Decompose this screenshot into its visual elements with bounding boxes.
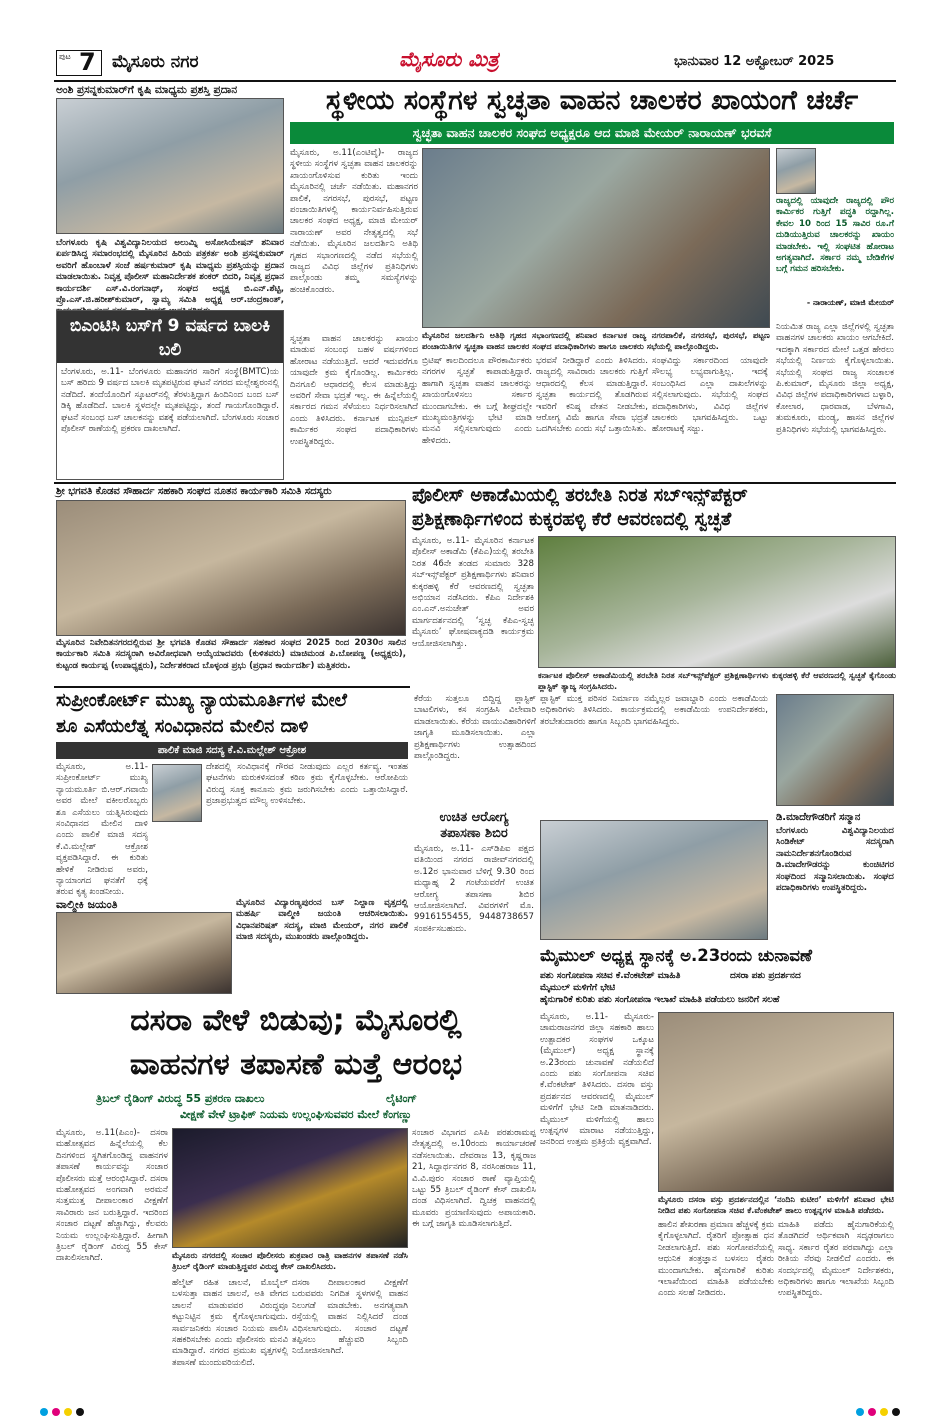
madegowda-headline: ಡಿ.ಮಾದೇಗೌಡರಿಗೆ ಸನ್ಮಾನ xyxy=(776,812,861,823)
health-headline-2: ತಪಾಸಣಾ ಶಿಬಿರ xyxy=(440,826,508,841)
cleaning-headline: ಸ್ಥಳೀಯ ಸಂಸ್ಥೆಗಳ ಸ್ವಚ್ಛತಾ ವಾಹನ ಚಾಲಕರ ಖಾಯಂಗೆ ಚರ್ಚೆ xyxy=(325,85,859,116)
cleaning-col3: ಬ್ರಿಟಿಷ್ ಕಾಲದಿಂದಲೂ ಪೌರಕಾರ್ಮಿಕರು ನಗರಗಳ ಸ್ವಚ್ಛತೆ ಕಾಪಾಡುತ್ತಿದ್ದಾರೆ. ಹಾಗಾಗಿ ಸ್ವಚ್ಛತಾ ವಾಹನ ಚಾಲಕರನ್ನು ಖಾಯಂಗೊಳಿಸಲು ಸರ್ಕಾರ ಮುಂದಾಗಬೇಕು. ಈ ಬಗ್ಗೆ ಶೀಘ್ರದಲ್ಲೇ ಮುಖ್ಯಮಂತ್ರಿಗಳನ್ನು ಭೇಟಿ ಮಾಡಿ ಮನವಿ ಸಲ್ಲಿಸಲಾಗುವುದು ಎಂದು ಹೇಳಿದರು. xyxy=(422,356,532,446)
police-body-2: ಕೆರೆಯ ಸುತ್ತಲೂ ಬಿದ್ದಿದ್ದ ಪ್ಲಾಸ್ಟಿಕ್ ಬಾಟಲಿಗಳು, ಕಸ ಸಂಗ್ರಹಿಸಿ ವಿಲೇವಾರಿ ಮಾಡಲಾಯಿತು. ಕೆರೆಯ ವಾಯುವಿಹಾರಿಗಳಿಗೆ ಜಾಗೃತಿ ಮೂಡಿಸಲಾಯಿತು. ಎಲ್ಲಾ ಪ್ರಶಿಕ್ಷಣಾರ್ಥಿಗಳು ಉತ್ಸಾಹದಿಂದ ಪಾಲ್ಗೊಂಡಿದ್ದರು. xyxy=(414,694,536,762)
cleaning-side-text: ನಿಯಮಿತ ರಾಜ್ಯ ಎಲ್ಲಾ ಜಿಲ್ಲೆಗಳಲ್ಲಿ ಸ್ವಚ್ಛತಾ ವಾಹನಗಳ ಚಾಲಕರು ಖಾಯಂ ಆಗಬೇಕಿದೆ. ಇದಕ್ಕಾಗಿ ಸರ್ಕಾರದ ಮೇಲೆ ಒತ್ತಡ ಹೇರಲು ಸಭೆಯಲ್ಲಿ ನಿರ್ಣಯ ಕೈಗೊಳ್ಳಲಾಯಿತು. ಸಭೆಯಲ್ಲಿ ಸಂಘದ ರಾಜ್ಯ ಸಂಚಾಲಕ ಪಿ.ಕುಮಾರ್, ಮೈಸೂರು ಜಿಲ್ಲಾ ಅಧ್ಯಕ್ಷ, ವಿವಿಧ ಜಿಲ್ಲೆಗಳ ಪದಾಧಿಕಾರಿಗಳಾದ ಬಳ್ಳಾರಿ, ಕೋಲಾರ, ಧಾರವಾಡ, ಬೆಳಗಾವಿ, ತುಮಕೂರು, ಮಂಡ್ಯ, ಹಾಸನ ಜಿಲ್ಲೆಗಳ ಪ್ರತಿನಿಧಿಗಳು ಸಭೆಯಲ್ಲಿ ಭಾಗವಹಿಸಿದ್ದರು. xyxy=(776,322,894,435)
dasara-col3: ಹೆಲ್ಮೆಟ್ ರಹಿತ ಚಾಲನೆ, ಮೊಬೈಲ್ ಬಳಸುತ್ತಾ ವಾಹನ ಚಾಲನೆ, ಅತಿ ವೇಗದ ಚಾಲನೆ ಮಾಡುವವರ ವಿರುದ್ಧವೂ ಕಟ್ಟುನಿಟ್ಟಿನ ಕ್ರಮ ಕೈಗೊಳ್ಳಲಾಗುವುದು. ಸಾರ್ವಜನಿಕರು ಸಂಚಾರ ನಿಯಮ ಪಾಲಿಸಿ ಸಹಕರಿಸಬೇಕು ಎಂದು ಪೊಲೀಸರು ಮನವಿ ಮಾಡಿದ್ದಾರೆ. ನಗರದ ಪ್ರಮುಖ ವೃತ್ತಗಳಲ್ಲಿ ತಪಾಸಣೆ ಮುಂದುವರಿಯಲಿದೆ. xyxy=(172,1278,288,1368)
quote-author: - ನಾರಾಯಣ್, ಮಾಜಿ ಮೇಯರ್ xyxy=(806,298,894,307)
mymul-col2: ಹಾಲಿನ ಶೇಖರಣಾ ಪ್ರಮಾಣ ಹೆಚ್ಚಳಕ್ಕೆ ಕ್ರಮ ಕೈಗೊಳ್ಳಲಾಗಿದೆ. ರೈತರಿಗೆ ಪ್ರೋತ್ಸಾಹ ಧನ ನೀಡಲಾಗುತ್ತಿದೆ. ಪಶು ಸಂಗೋಪನೆಯಲ್ಲಿ ಆಧುನಿಕ ತಂತ್ರಜ್ಞಾನ ಬಳಸಲು ರೈತರು ಮುಂದಾಗಬೇಕು. ಹೈನುಗಾರಿಕೆ ಕುರಿತು ಇಲಾಖೆಯಿಂದ ಮಾಹಿತಿ ಪಡೆಯಬೇಕು ಎಂದು ಸಲಹೆ ನೀಡಿದರು. xyxy=(658,1220,774,1299)
bmtc-body: ಬೆಂಗಳೂರು, ಅ.11- ಬೆಂಗಳೂರು ಮಹಾನಗರ ಸಾರಿಗೆ ಸಂಸ್ಥೆ(BMTC)ಯ ಬಸ್ ಹರಿದು 9 ವರ್ಷದ ಬಾಲಕಿ ಮೃತಪಟ್ಟಿರುವ ಘಟನೆ ನಗರದ ಮಲ್ಲೇಶ್ವರಂನಲ್ಲಿ ನಡೆದಿದೆ. ತಂದೆಯೊಂದಿಗೆ ಸ್ಕೂಟರ್‌ನಲ್ಲಿ ತೆರಳುತ್ತಿದ್ದಾಗ ಹಿಂದಿನಿಂದ ಬಂದ ಬಸ್ ಡಿಕ್ಕಿ ಹೊಡೆದಿದೆ. ಬಾಲಕಿ ಸ್ಥಳದಲ್ಲೇ ಮೃತಪಟ್ಟಿದ್ದು, ತಂದೆ ಗಾಯಗೊಂಡಿದ್ದಾರೆ. ಘಟನೆ ಸಂಬಂಧ ಬಸ್ ಚಾಲಕನನ್ನು ವಶಕ್ಕೆ ಪಡೆಯಲಾಗಿದೆ. ಬೆಂಗಳೂರು ಸಂಚಾರ ಪೊಲೀಸ್ ಠಾಣೆಯಲ್ಲಿ ಪ್ರಕರಣ ದಾಖಲಾಗಿದೆ. xyxy=(61,367,279,435)
dasara-headline-1: ದಸರಾ ವೇಳೆ ಬಿಡುವು; ಮೈಸೂರಲ್ಲಿ xyxy=(130,1003,462,1038)
dasara-headline-2: ವಾಹನಗಳ ತಪಾಸಣೆ ಮತ್ತೆ ಆರಂಭ xyxy=(129,1047,463,1082)
cleaning-subhead: ಸ್ವಚ್ಛತಾ ವಾಹನ ಚಾಲಕರ ಸಂಘದ ಅಧ್ಯಕ್ಷರೂ ಆದ ಮಾಜಿ ಮೇಯರ್ ನಾರಾಯಣ್ ಭರವಸೆ xyxy=(290,122,894,144)
bmtc-box xyxy=(56,310,284,480)
supreme-body-2: ದೇಶದಲ್ಲಿ ಸಂವಿಧಾನಕ್ಕೆ ಗೌರವ ನೀಡುವುದು ಎಲ್ಲರ ಕರ್ತವ್ಯ. ಇಂತಹ ಘಟನೆಗಳು ಮರುಕಳಿಸದಂತೆ ಕಠಿಣ ಕ್ರಮ ಕೈಗೊಳ್ಳಬೇಕು. ಆರೋಪಿಯ ವಿರುದ್ಧ ಸೂಕ್ತ ಕಾನೂನು ಕ್ರಮ ಜರುಗಿಸಬೇಕು ಎಂದು ಒತ್ತಾಯಿಸಿದ್ದಾರೆ. ಪ್ರಜಾಪ್ರಭುತ್ವದ ಮೌಲ್ಯ ಉಳಿಸಬೇಕು. xyxy=(206,762,408,807)
police-headline-1: ಪೊಲೀಸ್ ಅಕಾಡೆಮಿಯಲ್ಲಿ ತರಬೇತಿ ನಿರತ ಸಬ್‌ಇನ್ಸ್‌ಪೆಕ್ಟರ್ xyxy=(412,485,748,506)
cleaning-photo xyxy=(422,148,770,328)
page-label: ಪುಟ xyxy=(59,52,71,61)
section-name: ಮೈಸೂರು ನಗರ xyxy=(112,52,199,72)
police-photo xyxy=(538,536,896,668)
health-body: ಮೈಸೂರು, ಅ.11- ಎಸ್‌ಡಿಪಿಐ ಪಕ್ಷದ ವತಿಯಿಂದ ನಗರದ ರಾಜೀವ್‌ನಗರದಲ್ಲಿ ಅ.12ರ ಭಾನುವಾರ ಬೆಳಿಗ್ಗೆ 9.30 ರಿಂದ ಮಧ್ಯಾಹ್ನ 2 ಗಂಟೆಯವರೆಗೆ ಉಚಿತ ಆರೋಗ್ಯ ತಪಾಸಣಾ ಶಿಬಿರ ಆಯೋಜಿಸಲಾಗಿದೆ. ವಿವರಗಳಿಗೆ ಮೊ. 9916155455, 9448738657 ಸಂಪರ್ಕಿಸಬಹುದು. xyxy=(414,844,534,934)
police-body-3: ಪ್ಲಾಸ್ಟಿಕ್ ಮುಕ್ತ ಪರಿಸರ ನಿರ್ಮಾಣ ನಮ್ಮೆಲ್ಲರ ಜವಾಬ್ದಾರಿ ಎಂದು ಅಕಾಡೆಮಿಯ ಅಧಿಕಾರಿಗಳು ತಿಳಿಸಿದರು. ಕಾರ್ಯಕ್ರಮದಲ್ಲಿ ಅಕಾಡೆಮಿಯ ಉಪನಿರ್ದೇಶಕರು, ತರಬೇತುದಾರರು ಹಾಗೂ ಸಿಬ್ಬಂದಿ ಭಾಗವಹಿಸಿದ್ದರು. xyxy=(540,694,768,727)
masthead-logo: ಮೈಸೂರು ಮಿತ್ರ xyxy=(399,47,499,71)
dasara-sub1: ತ್ರಿಬಲ್ ರೈಡಿಂಗ್ ವಿರುದ್ಧ 55 ಪ್ರಕರಣ ದಾಖಲು xyxy=(96,1092,265,1105)
award-photo xyxy=(56,98,284,234)
magenta-dot xyxy=(868,1408,876,1416)
quote-portrait xyxy=(776,148,816,194)
police-body: ಮೈಸೂರು, ಅ.11- ಮೈಸೂರಿನ ಕರ್ನಾಟಕ ಪೊಲೀಸ್ ಅಕಾಡೆಮಿ (ಕೆಪಿಎ)ಯಲ್ಲಿ ತರಬೇತಿ ನಿರತ 46ನೇ ತಂಡದ ಸುಮಾರು 328 ಸಬ್‌ಇನ್ಸ್‌ಪೆಕ್ಟರ್ ಪ್ರಶಿಕ್ಷಣಾರ್ಥಿಗಳು ಶನಿವಾರ ಕುಕ್ಕರಹಳ್ಳಿ ಕೆರೆ ಆವರಣದಲ್ಲಿ ಸ್ವಚ್ಛತಾ ಅಭಿಯಾನ ನಡೆಸಿದರು. ಕೆಪಿಎ ನಿರ್ದೇಶಕಿ ಎಂ.ಎನ್.ಅನುಚೇತ್ ಅವರ ಮಾರ್ಗದರ್ಶನದಲ್ಲಿ ‘ಸ್ವಚ್ಛ ಕೆಪಿಎ-ಸ್ವಚ್ಛ ಮೈಸೂರು’ ಘೋಷವಾಕ್ಯದಡಿ ಕಾರ್ಯಕ್ರಮ ಆಯೋಜಿಸಲಾಗಿತ್ತು. xyxy=(412,536,534,649)
cleaning-col4: ಭರವಸೆ ನೀಡಿದ್ದಾರೆ ಎಂದು ತಿಳಿಸಿದರು. ರಾಜ್ಯದಲ್ಲಿ ಸಾವಿರಾರು ಚಾಲಕರು ಗುತ್ತಿಗೆ ಆಧಾರದಲ್ಲಿ ಕೆಲಸ ಮಾಡುತ್ತಿದ್ದಾರೆ. ಸ್ವಚ್ಛತಾ ಕಾರ್ಯದಲ್ಲಿ ತೊಡಗಿರುವ ಇವರಿಗೆ ಕನಿಷ್ಠ ವೇತನ ನೀಡಬೇಕು, ಆರೋಗ್ಯ ವಿಮೆ ಹಾಗೂ ಸೇವಾ ಭದ್ರತೆ ಒದಗಿಸಬೇಕು ಎಂದು ಸಭೆ ಒತ್ತಾಯಿಸಿತು. xyxy=(536,356,648,435)
cleaning-quote-box xyxy=(776,148,894,316)
police-photo-caption: ಕರ್ನಾಟಕ ಪೊಲೀಸ್ ಅಕಾಡೆಮಿಯಲ್ಲಿ ತರಬೇತಿ ನಿರತ ಸಬ್‌ಇನ್ಸ್‌ಪೆಕ್ಟರ್ ಪ್ರಶಿಕ್ಷಣಾರ್ಥಿಗಳು ಕುಕ್ಕರಹಳ್ಳಿ ಕೆರೆ ಆವರಣದಲ್ಲಿ ಸ್ವಚ್ಛತೆ ಕೈಗೊಂಡು ಪ್ಲಾಸ್ಟಿಕ್ ತ್ಯಾಜ್ಯ ಸಂಗ್ರಹಿಸಿದರು. xyxy=(538,670,896,691)
page-header xyxy=(54,46,896,80)
mymul-bullets xyxy=(540,970,894,1008)
madegowda-body: ಬೆಂಗಳೂರು ವಿಶ್ವವಿದ್ಯಾನಿಲಯದ ಸಿಂಡಿಕೇಟ್ ಸದಸ್ಯರಾಗಿ ನಾಮನಿರ್ದೇಶನಗೊಂಡಿರುವ ಡಿ.ಮಾದೇಗೌಡರನ್ನು ಕುಂಚಿಟಿಗರ ಸಂಘದಿಂದ ಸನ್ಮಾನಿಸಲಾಯಿತು. ಸಂಘದ ಪದಾಧಿಕಾರಿಗಳು ಉಪಸ್ಥಿತರಿದ್ದರು. xyxy=(776,826,894,894)
valmiki-photo xyxy=(56,912,232,994)
cleaning-col1: ಮೈಸೂರು, ಅ.11(ಎಂಟಿವೈ)- ರಾಜ್ಯದ ಸ್ಥಳೀಯ ಸಂಸ್ಥೆಗಳ ಸ್ವಚ್ಛತಾ ವಾಹನ ಚಾಲಕರನ್ನು ಖಾಯಂಗೊಳಿಸುವ ಕುರಿತು ಇಂದು ಮೈಸೂರಿನಲ್ಲಿ ಚರ್ಚೆ ನಡೆಯಿತು. ಮಹಾನಗರ ಪಾಲಿಕೆ, ನಗರಸಭೆ, ಪುರಸಭೆ, ಪಟ್ಟಣ ಪಂಚಾಯಿತಿಗಳಲ್ಲಿ ಕಾರ್ಯನಿರ್ವಹಿಸುತ್ತಿರುವ ಚಾಲಕರ ಸಂಘದ ಅಧ್ಯಕ್ಷ, ಮಾಜಿ ಮೇಯರ್ ನಾರಾಯಣ್ ಅವರ ನೇತೃತ್ವದಲ್ಲಿ ಸಭೆ ನಡೆಯಿತು. ಮೈಸೂರಿನ ಜಲದರ್ಶಿನಿ ಅತಿಥಿ ಗೃಹದ ಸಭಾಂಗಣದಲ್ಲಿ ನಡೆದ ಸಭೆಯಲ್ಲಿ ರಾಜ್ಯದ ವಿವಿಧ ಜಿಲ್ಲೆಗಳ ಪ್ರತಿನಿಧಿಗಳು ಪಾಲ್ಗೊಂಡು ತಮ್ಮ ಸಮಸ್ಯೆಗಳನ್ನು ಹಂಚಿಕೊಂಡರು. xyxy=(290,148,418,295)
dasara-photo xyxy=(172,1128,408,1248)
cleaning-photo-caption: ಮೈಸೂರಿನ ಜಲದರ್ಶಿನಿ ಅತಿಥಿ ಗೃಹದ ಸಭಾಂಗಣದಲ್ಲಿ ಶನಿವಾರ ಕರ್ನಾಟಕ ರಾಜ್ಯ ನಗರಪಾಲಿಕೆ, ನಗರಸಭೆ, ಪುರಸಭೆ, ಪಟ್ಟಣ ಪಂಚಾಯಿತಿಗಳ ಸ್ವಚ್ಛತಾ ವಾಹನ ಚಾಲಕರ ಸಂಘದ ಪದಾಧಿಕಾರಿಗಳು ಹಾಗೂ ಚಾಲಕರು ಸಭೆಯಲ್ಲಿ ಪಾಲ್ಗೊಂಡಿದ್ದರು. xyxy=(422,330,770,351)
award-caption: ಬೆಂಗಳೂರು ಕೃಷಿ ವಿಶ್ವವಿದ್ಯಾನಿಲಯದ ಅಲುಮ್ನಿ ಅಸೋಸಿಯೇಷನ್ ಶನಿವಾರ ಏರ್ಪಡಿಸಿದ್ದ ಸಮಾರಂಭದಲ್ಲಿ ಮೈಸೂರಿನ ಹಿರಿಯ ಪತ್ರಕರ್ತ ಅಂಶಿ ಪ್ರಸನ್ನಕುಮಾರ್ ಅವರಿಗೆ ಹೊಂಬಾಳೆ ಸಂಜೆ ಹರ್ಷಕುಮಾರ್ ಕೃಷಿ ಮಾಧ್ಯಮ ಪ್ರಶಸ್ತಿಯನ್ನು ಪ್ರದಾನ ಮಾಡಲಾಯಿತು. ನಿವೃತ್ತ ಪೊಲೀಸ್ ಮಹಾನಿರ್ದೇಶಕ ಶಂಕರ್ ಬಿದರಿ, ನಿವೃತ್ತ ಪ್ರಧಾನ ಕಾರ್ಯದರ್ಶಿ ಎಸ್.ವಿ.ರಂಗನಾಥ್, ಸಂಘದ ಅಧ್ಯಕ್ಷ ಬಿ.ಎನ್.ಶೆಟ್ಟಿ, ಪ್ರೊ.ಎಸ್.ಜಿ.ಹರೀಶ್‌ಕುಮಾರ್, ಸ್ವಾಮ್ಯ ಸಮಿತಿ ಅಧ್ಯಕ್ಷ ಆರ್.ಚಂದ್ರಕಾಂತ್, xyxy=(56,238,284,306)
mallesh-photo xyxy=(152,764,202,822)
dasara-sub1b: ಲೈಟಿಂಗ್ xyxy=(386,1092,417,1105)
coop-photo xyxy=(56,500,406,636)
page-number: 7 xyxy=(79,48,96,76)
valmiki-headline: ವಾಲ್ಮೀಕಿ ಜಯಂತಿ xyxy=(56,898,118,911)
dasara-col2: ಸಂಚಾರ ವಿಭಾಗದ ಎಸಿಪಿ ಪರಶುರಾಮಪ್ಪ ನೇತೃತ್ವದಲ್ಲಿ ಅ.10ರಂದು ಕಾರ್ಯಾಚರಣೆ ನಡೆಸಲಾಯಿತು. ದೇವರಾಜ 13, ಕೃಷ್ಣರಾಜ 21, ಸಿದ್ದಾರ್ಥನಗರ 8, ನರಸಿಂಹರಾಜ 11, ವಿ.ವಿ.ಪುರಂ ಸಂಚಾರ ಠಾಣೆ ವ್ಯಾಪ್ತಿಯಲ್ಲಿ ಒಟ್ಟು 55 ತ್ರಿಬಲ್ ರೈಡಿಂಗ್ ಕೇಸ್ ದಾಖಲಿಸಿ ದಂಡ ವಿಧಿಸಲಾಗಿದೆ. ದ್ವಿಚಕ್ರ ವಾಹನದಲ್ಲಿ ಮೂವರು ಪ್ರಯಾಣಿಸುವುದು ಅಪಾಯಕಾರಿ. ಈ ಬಗ್ಗೆ ಜಾಗೃತಿ ಮೂಡಿಸಲಾಗುತ್ತಿದೆ. xyxy=(412,1128,536,1230)
health-photo xyxy=(540,820,768,940)
supreme-headline-2: ಶೂ ಎಸೆಯಲೆತ್ನ ಸಂವಿಧಾನದ ಮೇಲಿನ ದಾಳಿ xyxy=(56,716,309,737)
cleaning-col5: ಸಂಘವಿದ್ದು ಸರ್ಕಾರದಿಂದ ಯಾವುದೇ ಸೌಲಭ್ಯ ಲಭ್ಯವಾಗುತ್ತಿಲ್ಲ. ಇದಕ್ಕೆ ಸಂಬಂಧಿಸಿದ ಎಲ್ಲಾ ದಾಖಲೆಗಳನ್ನು ಸಲ್ಲಿಸಲಾಗುವುದು. ಸಭೆಯಲ್ಲಿ ಸಂಘದ ಪದಾಧಿಕಾರಿಗಳು, ವಿವಿಧ ಜಿಲ್ಲೆಗಳ ಚಾಲಕರು ಭಾಗವಹಿಸಿದ್ದರು. ಒಟ್ಟು ಹೋರಾಟಕ್ಕೆ ಸಜ್ಜು. xyxy=(652,356,768,435)
registration-marks-left xyxy=(40,1408,100,1418)
supreme-headline-1: ಸುಪ್ರೀಂಕೋರ್ಟ್ ಮುಖ್ಯ ನ್ಯಾಯಮೂರ್ತಿಗಳ ಮೇಲೆ xyxy=(56,690,347,711)
madegowda-side-photo xyxy=(776,694,894,806)
award-headline: ಅಂಶಿ ಪ್ರಸನ್ನಕುಮಾರ್‌ಗೆ ಕೃಷಿ ಮಾಧ್ಯಮ ಪ್ರಶಸ್ತಿ ಪ್ರದಾನ xyxy=(56,84,238,96)
mymul-col1: ಮೈಸೂರು, ಅ.11- ಮೈಸೂರು-ಚಾಮರಾಜನಗರ ಜಿಲ್ಲಾ ಸಹಕಾರಿ ಹಾಲು ಉತ್ಪಾದಕರ ಸಂಘಗಳ ಒಕ್ಕೂಟ (ಮೈಮುಲ್) ಅಧ್ಯಕ್ಷ ಸ್ಥಾನಕ್ಕೆ ಅ.23ರಂದು ಚುನಾವಣೆ ನಡೆಯಲಿದೆ ಎಂದು ಪಶು ಸಂಗೋಪನಾ ಸಚಿವ ಕೆ.ವೆಂಕಟೇಶ್ ತಿಳಿಸಿದರು. ದಸರಾ ವಸ್ತು ಪ್ರದರ್ಶನದ ಆವರಣದಲ್ಲಿ ಮೈಮುಲ್ ಮಳಿಗೆಗೆ ಭೇಟಿ ನೀಡಿ ಮಾತನಾಡಿದರು. ಮೈಮುಲ್ ಮಳಿಗೆಯಲ್ಲಿ ಹಾಲು ಉತ್ಪನ್ನಗಳ ಮಾರಾಟ ನಡೆಯುತ್ತಿದ್ದು, ಜನರಿಂದ ಉತ್ತಮ ಪ್ರತಿಕ್ರಿಯೆ ವ್ಯಕ್ತವಾಗಿದೆ. xyxy=(540,1012,654,1148)
bmtc-headline: ಬಿಎಂಟಿಸಿ ಬಸ್‌ಗೆ 9 ವರ್ಷದ ಬಾಲಕಿ ಬಲಿ xyxy=(57,311,283,363)
black-dot xyxy=(76,1408,84,1416)
dasara-sub1-bar xyxy=(56,1092,536,1108)
mymul-bullet-3: ಮೈಮುಲ್ ಮಳಿಗೆಗೆ ಭೇಟಿ xyxy=(540,983,616,993)
dasara-photo-caption: ಮೈಸೂರು ನಗರದಲ್ಲಿ ಸಂಚಾರ ಪೊಲೀಸರು ಶುಕ್ರವಾರ ರಾತ್ರಿ ವಾಹನಗಳ ತಪಾಸಣೆ ನಡೆಸಿ ತ್ರಿಬಲ್ ರೈಡಿಂಗ್ ಮಾಡುತ್ತಿದ್ದವರ ವಿರುದ್ಧ ಕೇಸ್ ದಾಖಲಿಸಿದರು. xyxy=(172,1250,408,1271)
mymul-col3: ಮಾಹಿತಿ ಪಡೆದು ಹೈನುಗಾರಿಕೆಯಲ್ಲಿ ತೊಡಗಿದರೆ ಆರ್ಥಿಕವಾಗಿ ಸದೃಢರಾಗಲು ಸಾಧ್ಯ. ಸರ್ಕಾರ ರೈತರ ಪರವಾಗಿದ್ದು ಎಲ್ಲಾ ರೀತಿಯ ನೆರವು ನೀಡಲಿದೆ ಎಂದರು. ಈ ಸಂದರ್ಭದಲ್ಲಿ ಮೈಮುಲ್ ನಿರ್ದೇಶಕರು, ಅಧಿಕಾರಿಗಳು ಹಾಗೂ ಇಲಾಖೆಯ ಸಿಬ್ಬಂದಿ ಉಪಸ್ಥಿತರಿದ್ದರು. xyxy=(778,1220,894,1299)
cyan-dot xyxy=(856,1408,864,1416)
magenta-dot xyxy=(52,1408,60,1416)
page-number-box xyxy=(56,50,102,76)
dasara-sub2: ವೀಕ್ಷಣೆ ವೇಳೆ ಟ್ರಾಫಿಕ್ ನಿಯಮ ಉಲ್ಲಂಘಿಸುವವರ ಮೇಲೆ ಕೆಂಗಣ್ಣು xyxy=(180,1108,412,1121)
supreme-body: ಮೈಸೂರು, ಅ.11- ಸುಪ್ರೀಂಕೋರ್ಟ್ ಮುಖ್ಯ ನ್ಯಾಯಮೂರ್ತಿ ಬಿ.ಆರ್.ಗವಾಯಿ ಅವರ ಮೇಲೆ ವಕೀಲರೊಬ್ಬರು ಶೂ ಎಸೆಯಲು ಯತ್ನಿಸಿರುವುದು ಸಂವಿಧಾನದ ಮೇಲಿನ ದಾಳಿ ಎಂದು ಪಾಲಿಕೆ ಮಾಜಿ ಸದಸ್ಯ ಕೆ.ವಿ.ಮಲ್ಲೇಶ್ ಆಕ್ರೋಶ ವ್ಯಕ್ತಪಡಿಸಿದ್ದಾರೆ. ಈ ಕುರಿತು ಹೇಳಿಕೆ ನೀಡಿರುವ ಅವರು, ನ್ಯಾಯಾಂಗದ ಘನತೆಗೆ ಧಕ್ಕೆ ತರುವ ಕೃತ್ಯ ಖಂಡನೀಯ. xyxy=(56,762,148,898)
cyan-dot xyxy=(40,1408,48,1416)
mymul-bullet-1: ಪಶು ಸಂಗೋಪನಾ ಸಚಿವ ಕೆ.ವೆಂಕಟೇಶ್ ಮಾಹಿತಿ xyxy=(540,971,681,981)
coop-headline: ಶ್ರೀ ಭಗವತಿ ಕೊಡವ ಸೌಹಾರ್ದ ಸಹಕಾರಿ ಸಂಘದ ನೂತನ ಕಾರ್ಯಕಾರಿ ಸಮಿತಿ ಸದಸ್ಯರು xyxy=(56,486,332,497)
mymul-bullet-2: ದಸರಾ ಪಶು ಪ್ರದರ್ಶನದ xyxy=(730,971,801,981)
registration-marks-right xyxy=(856,1408,916,1418)
valmiki-caption: ಮೈಸೂರಿನ ವಿದ್ಯಾರಣ್ಯಪುರಂನ ಬಸ್ ನಿಲ್ದಾಣ ವೃತ್ತದಲ್ಲಿ ಮಹರ್ಷಿ ವಾಲ್ಮೀಕಿ ಜಯಂತಿ ಆಚರಿಸಲಾಯಿತು. ವಿಧಾನಪರಿಷತ್ ಸದಸ್ಯ, ಮಾಜಿ ಮೇಯರ್, ನಗರ ಪಾಲಿಕೆ ಮಾಜಿ ಸದಸ್ಯರು, ಮುಖಂಡರು ಪಾಲ್ಗೊಂಡಿದ್ದರು. xyxy=(236,898,408,943)
dasara-col1: ಮೈಸೂರು, ಅ.11(ಪಿಎಂ)- ದಸರಾ ಮಹೋತ್ಸವದ ಹಿನ್ನೆಲೆಯಲ್ಲಿ ಕೆಲ ದಿನಗಳಿಂದ ಸ್ಥಗಿತಗೊಂಡಿದ್ದ ವಾಹನಗಳ ತಪಾಸಣೆ ಕಾರ್ಯವನ್ನು ಸಂಚಾರ ಪೊಲೀಸರು ಮತ್ತೆ ಆರಂಭಿಸಿದ್ದಾರೆ. ದಸರಾ ಮಹೋತ್ಸವದ ಅಂಗವಾಗಿ ಅರಮನೆ ಸುತ್ತಮುತ್ತ ದೀಪಾಲಂಕಾರ ವೀಕ್ಷಣೆಗೆ ಸಾವಿರಾರು ಜನ ಬರುತ್ತಿದ್ದಾರೆ. ಇದರಿಂದ ಸಂಚಾರ ದಟ್ಟಣೆ ಹೆಚ್ಚಾಗಿದ್ದು, ಕೆಲವರು ನಿಯಮ ಉಲ್ಲಂಘಿಸುತ್ತಿದ್ದಾರೆ. ಹೀಗಾಗಿ ತ್ರಿಬಲ್ ರೈಡಿಂಗ್ ವಿರುದ್ಧ 55 ಕೇಸ್ ದಾಖಲಿಸಲಾಗಿದೆ. xyxy=(56,1128,168,1264)
dasara-col4: ದಸರಾ ದೀಪಾಲಂಕಾರ ವೀಕ್ಷಣೆಗೆ ಬರುವವರು ನಿಗದಿತ ಸ್ಥಳಗಳಲ್ಲಿ ವಾಹನ ನಿಲುಗಡೆ ಮಾಡಬೇಕು. ಅನಗತ್ಯವಾಗಿ ರಸ್ತೆಯಲ್ಲಿ ವಾಹನ ನಿಲ್ಲಿಸಿದರೆ ದಂಡ ವಿಧಿಸಲಾಗುವುದು. ಸಂಚಾರ ದಟ್ಟಣೆ ತಪ್ಪಿಸಲು ಹೆಚ್ಚುವರಿ ಸಿಬ್ಬಂದಿ ನಿಯೋಜಿಸಲಾಗಿದೆ. xyxy=(292,1278,408,1357)
mymul-photo-caption: ಮೈಸೂರು ದಸರಾ ವಸ್ತು ಪ್ರದರ್ಶನದಲ್ಲಿನ ‘ನಂದಿನಿ ಕುಟೀರ’ ಮಳಿಗೆಗೆ ಶನಿವಾರ ಭೇಟಿ ನೀಡಿದ ಪಶು ಸಂಗೋಪನಾ ಸಚಿವ ಕೆ.ವೆಂಕಟೇಶ್ ಹಾಲು ಉತ್ಪನ್ನಗಳ ಮಾಹಿತಿ ಪಡೆದರು. xyxy=(658,1194,894,1215)
supreme-strap: ಪಾಲಿಕೆ ಮಾಜಿ ಸದಸ್ಯ ಕೆ.ವಿ.ಮಲ್ಲೇಶ್ ಆಕ್ರೋಶ xyxy=(56,742,408,759)
yellow-dot xyxy=(880,1408,888,1416)
mymul-headline: ಮೈಮುಲ್ ಅಧ್ಯಕ್ಷ ಸ್ಥಾನಕ್ಕೆ ಅ.23ರಂದು ಚುನಾವಣೆ xyxy=(540,946,813,965)
cleaning-col2: ಸ್ವಚ್ಛತಾ ವಾಹನ ಚಾಲಕರನ್ನು ಖಾಯಂ ಮಾಡುವ ಸಂಬಂಧ ಬಹಳ ವರ್ಷಗಳಿಂದ ಹೋರಾಟ ನಡೆಯುತ್ತಿದೆ. ಆದರೆ ಇದುವರೆಗೂ ಯಾವುದೇ ಕ್ರಮ ಕೈಗೊಂಡಿಲ್ಲ. ಕಾರ್ಮಿಕರು ದಿನಗೂಲಿ ಆಧಾರದಲ್ಲಿ ಕೆಲಸ ಮಾಡುತ್ತಿದ್ದು ಅವರಿಗೆ ಸೇವಾ ಭದ್ರತೆ ಇಲ್ಲ. ಈ ಹಿನ್ನೆಲೆಯಲ್ಲಿ ಸರ್ಕಾರದ ಗಮನ ಸೆಳೆಯಲು ನಿರ್ಧರಿಸಲಾಗಿದೆ ಎಂದು ತಿಳಿಸಿದರು. ಕರ್ನಾಟಕ ಮುನ್ಸಿಪಲ್ ಕಾರ್ಮಿಕರ ಸಂಘದ ಪದಾಧಿಕಾರಿಗಳು ಉಪಸ್ಥಿತರಿದ್ದರು. xyxy=(290,334,418,447)
quote-text: ರಾಜ್ಯದಲ್ಲಿ ಯಾವುದೇ ರಾಜ್ಯದಲ್ಲಿ ಪೌರ ಕಾರ್ಮಿಕರ ಗುತ್ತಿಗೆ ಪದ್ಧತಿ ರದ್ದಾಗಿಲ್ಲ. ಕೇವಲ 10 ರಿಂದ 15 ಸಾವಿರ ರೂ.ಗೆ ದುಡಿಯುತ್ತಿರುವ ಚಾಲಕರನ್ನು ಖಾಯಂ ಮಾಡಬೇಕು. ಇಲ್ಲಿ ಸಂಘಟಿತ ಹೋರಾಟ ಅಗತ್ಯವಾಗಿದೆ. ಸರ್ಕಾರ ನಮ್ಮ ಬೇಡಿಕೆಗಳ ಬಗ್ಗೆ ಗಮನ ಹರಿಸಬೇಕು. xyxy=(776,196,894,275)
mymul-bullet-4: ಹೈನುಗಾರಿಕೆ ಕುರಿತು ಪಶು ಸಂಗೋಪನಾ ಇಲಾಖೆ ಮಾಹಿತಿ ಪಡೆಯಲು ಜನರಿಗೆ ಸಲಹೆ xyxy=(540,995,780,1005)
police-headline-2: ಪ್ರಶಿಕ್ಷಣಾರ್ಥಿಗಳಿಂದ ಕುಕ್ಕರಹಳ್ಳಿ ಕೆರೆ ಆವರಣದಲ್ಲಿ ಸ್ವಚ್ಛತೆ xyxy=(412,509,732,530)
issue-date: ಭಾನುವಾರ 12 ಅಕ್ಟೋಬರ್ 2025 xyxy=(674,54,835,69)
health-headline-1: ಉಚಿತ ಆರೋಗ್ಯ xyxy=(439,810,509,825)
black-dot xyxy=(892,1408,900,1416)
mymul-photo xyxy=(658,1012,894,1192)
coop-caption: ಮೈಸೂರಿನ ನಿವೇದಿತನಗರದಲ್ಲಿರುವ ಶ್ರೀ ಭಗವತಿ ಕೊಡವ ಸೌಹಾರ್ದ ಸಹಕಾರ ಸಂಘದ 2025 ರಿಂದ 2030ರ ಸಾಲಿನ ಕಾರ್ಯಕಾರಿ ಸಮಿತಿ ಸದಸ್ಯರಾಗಿ ಅವಿರೋಧವಾಗಿ ಆಯ್ಕೆಯಾದವರು (ಕುಳಿತವರು) ಮಾಚಿಮಂಡ ಪಿ.ಬೋಪಣ್ಣ (ಅಧ್ಯಕ್ಷರು), ಕುಟ್ಟಂಡ ಕಾರ್ಯಪ್ಪ (ಉಪಾಧ್ಯಕ್ಷರು), ನಿರ್ದೇಶಕರಾದ ಬೊಳ್ಳಂಡ ಪ್ರಭು (ಪ್ರಧಾನ ಕಾರ್ಯದರ್ಶಿ) ಮತ್ತಿತರರು. xyxy=(56,638,406,671)
yellow-dot xyxy=(64,1408,72,1416)
